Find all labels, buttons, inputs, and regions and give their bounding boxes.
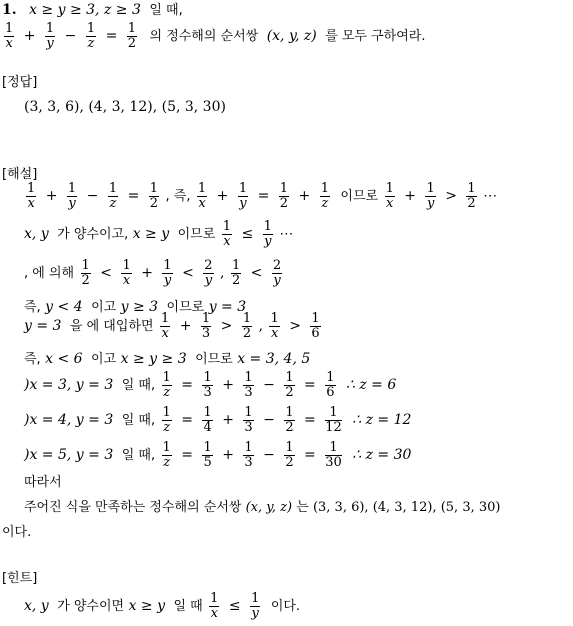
math-text: − <box>263 447 275 464</box>
math-text: 일 때 <box>173 599 203 615</box>
fraction <box>466 182 476 210</box>
problem-condition: x ≥ y ≥ 3, z ≥ 3 <box>29 2 141 18</box>
math-text: 1 <box>81 258 90 273</box>
fraction <box>160 312 170 340</box>
fraction <box>209 592 219 620</box>
math-text: (3, 3, 6), (4, 3, 12), (5, 3, 30) <box>312 500 501 515</box>
conclusion-tail: 이다. <box>2 525 32 540</box>
math-text: 일 때, <box>121 413 156 429</box>
math-text: 4 <box>203 419 212 435</box>
math-text: x <box>27 195 35 211</box>
math-text: 1 <box>279 181 289 196</box>
math-text: z <box>321 195 329 211</box>
math-text: x <box>270 325 279 341</box>
math-text: 2 <box>285 419 294 435</box>
fraction <box>385 182 395 210</box>
solution-line-6 <box>24 352 310 366</box>
math-text: x = 3, 4, 5 <box>237 351 311 367</box>
solution-line-1 <box>24 182 497 210</box>
fraction <box>197 182 207 210</box>
math-text: + <box>23 28 36 45</box>
solution-line-3 <box>24 259 284 287</box>
fraction <box>263 220 273 248</box>
fraction <box>269 312 279 340</box>
fraction <box>320 182 330 210</box>
math-text: )x = 3, y = 3 <box>24 377 114 394</box>
math-text: 1 <box>385 181 394 196</box>
fraction <box>243 441 253 469</box>
math-text: 1 <box>149 181 159 196</box>
math-text: z <box>109 195 117 211</box>
fraction <box>325 441 342 469</box>
math-text: y <box>273 272 281 288</box>
math-text: 2 <box>285 454 294 470</box>
math-text: 3 <box>201 325 211 341</box>
math-text: 2 <box>127 35 137 51</box>
math-text: y = 3 <box>208 299 247 315</box>
math-text: < <box>182 265 194 282</box>
fraction <box>222 220 232 248</box>
math-text: z <box>163 384 171 400</box>
fraction <box>108 182 118 210</box>
math-text: = <box>257 188 270 205</box>
math-text: y <box>264 233 272 249</box>
math-text: 1 <box>162 405 171 420</box>
math-text: 1 <box>203 370 212 385</box>
math-text: 이고 <box>91 300 117 315</box>
frac-1-2 <box>127 22 137 50</box>
math-text: , 에 의해 <box>24 266 75 282</box>
math-text: y <box>46 35 54 51</box>
fraction <box>284 406 294 434</box>
math-text: y <box>251 605 259 621</box>
math-text: 30 <box>325 454 342 470</box>
fraction <box>201 312 211 340</box>
math-text: x <box>5 35 13 51</box>
math-text: = <box>127 188 140 205</box>
fraction <box>243 371 253 399</box>
fraction <box>162 441 172 469</box>
math-text: x < 6 <box>45 351 83 367</box>
case-line-3 <box>24 441 411 469</box>
problem-when: 일 때, <box>149 3 183 18</box>
math-text: 가 양수이면 <box>57 599 125 615</box>
math-text: 2 <box>467 195 476 211</box>
math-text: y <box>163 272 172 288</box>
fraction <box>202 406 212 434</box>
math-text: 1 <box>285 440 294 455</box>
math-text: y ≥ 3 <box>120 299 159 315</box>
math-text: y <box>68 195 76 211</box>
math-text: 1 <box>67 181 77 196</box>
math-text: 1 <box>162 440 171 455</box>
math-text: 1 <box>251 591 260 606</box>
math-text: 가 양수이고, <box>57 227 129 243</box>
math-text: − <box>263 412 275 429</box>
fraction <box>325 371 335 399</box>
math-text: = <box>105 28 118 45</box>
problem-number: 1. <box>2 2 17 18</box>
math-text: y < 4 <box>45 299 83 315</box>
fraction <box>272 259 282 287</box>
math-text: 즉, <box>24 300 41 315</box>
math-text: ⋯ <box>483 188 498 205</box>
fraction <box>231 259 241 287</box>
fraction <box>203 259 213 287</box>
fraction <box>243 406 253 434</box>
math-text: 1 <box>201 311 211 326</box>
math-text: 1 <box>160 311 170 326</box>
math-text: 3 <box>244 454 253 470</box>
hint-header: [힌트] <box>2 571 38 586</box>
math-text: y <box>239 195 247 211</box>
math-text: 2 <box>204 258 213 273</box>
math-text: 이므로 <box>195 352 233 367</box>
math-text: 1 <box>108 181 118 196</box>
math-text: )x = 4, y = 3 <box>24 412 114 429</box>
math-text: > <box>220 318 233 335</box>
math-text: − <box>64 28 77 45</box>
fraction <box>162 259 172 287</box>
math-text: + <box>141 265 153 282</box>
math-text: + <box>179 318 192 335</box>
s1-mid: , 즉, <box>165 189 191 205</box>
math-text: 1 <box>203 405 212 420</box>
math-text: , <box>258 318 264 335</box>
fraction <box>279 182 289 210</box>
math-text: 1 <box>426 181 435 196</box>
math-text: 1 <box>127 21 137 36</box>
math-text: 12 <box>325 419 342 435</box>
math-text: 이므로 <box>166 300 205 315</box>
fraction <box>121 259 131 287</box>
problem-ask-tail: 를 모두 구하여라. <box>325 29 426 45</box>
math-text: 3 <box>203 384 212 400</box>
answer-value: (3, 3, 6), (4, 3, 12), (5, 3, 30) <box>24 99 226 115</box>
math-text: 1 <box>320 181 329 196</box>
math-text: 1 <box>242 311 252 326</box>
math-text: ∴ z = 6 <box>345 377 397 394</box>
math-text: = <box>181 447 194 464</box>
math-text: + <box>404 188 417 205</box>
math-text: x <box>161 325 169 341</box>
math-text: 1 <box>86 21 96 36</box>
math-text: 1 <box>270 311 279 326</box>
math-text: + <box>222 412 234 429</box>
fraction <box>149 182 159 210</box>
frac-1-x <box>4 22 14 50</box>
math-text: 1 <box>285 405 294 420</box>
math-text: 2 <box>285 384 294 400</box>
math-text: 1 <box>244 440 253 455</box>
fraction <box>242 312 252 340</box>
fraction <box>284 441 294 469</box>
math-text: y <box>426 195 435 211</box>
math-text: 1 <box>162 370 171 385</box>
problem-ask: 의 정수해의 순서쌍 <box>149 29 259 45</box>
fraction <box>284 371 294 399</box>
therefore: 따라서 <box>24 475 62 490</box>
math-text: 1 <box>238 181 248 196</box>
fraction <box>26 182 36 210</box>
math-text: 3 <box>244 419 253 435</box>
math-text: 1 <box>325 441 342 456</box>
math-text: 1 <box>163 258 172 273</box>
frac-1-y <box>45 22 55 50</box>
math-text: x <box>122 272 131 288</box>
fraction <box>325 406 342 434</box>
math-text: ⋯ <box>279 226 294 243</box>
conclusion-line <box>24 501 500 514</box>
math-text: z <box>87 35 95 51</box>
math-text: 1 <box>326 370 335 385</box>
math-text: = <box>304 377 316 394</box>
math-text: 1 <box>122 258 131 273</box>
math-text: + <box>222 447 234 464</box>
fraction <box>250 592 260 620</box>
solution-header: [해설] <box>2 167 38 182</box>
math-text: > <box>289 318 301 335</box>
math-text: ∴ z = 30 <box>352 447 412 464</box>
math-text: 1 <box>203 440 212 455</box>
math-text: 1 <box>5 21 14 36</box>
math-text: 는 <box>296 500 309 515</box>
math-text: 일 때, <box>121 448 156 464</box>
math-text: y <box>204 272 213 288</box>
frac-1-z <box>86 22 96 50</box>
math-text: + <box>216 188 229 205</box>
math-text: 1 <box>45 21 55 36</box>
math-text: 2 <box>149 195 159 211</box>
math-text: x <box>198 195 206 211</box>
math-text: 이므로 <box>177 227 216 243</box>
math-text: 1 <box>27 181 36 196</box>
problem-tuple: (x, y, z) <box>266 28 317 45</box>
math-text: 1 <box>325 406 342 421</box>
math-text: = <box>181 377 194 394</box>
solution-line-5 <box>24 312 323 340</box>
math-text: 6 <box>326 384 335 400</box>
math-text: − <box>263 377 275 394</box>
fraction <box>310 312 320 340</box>
fraction <box>238 182 248 210</box>
problem-line-1 <box>2 3 183 17</box>
answer-header: [정답] <box>2 75 38 90</box>
math-text: 이다. <box>270 599 301 615</box>
math-text: + <box>45 188 58 205</box>
math-text: 3 <box>244 384 253 400</box>
math-text: x, y <box>24 598 49 615</box>
math-text: 2 <box>272 258 282 273</box>
math-text: < <box>250 265 263 282</box>
math-text: 2 <box>81 272 90 288</box>
math-text: = <box>304 447 316 464</box>
math-text: 2 <box>279 195 289 211</box>
math-text: 이고 <box>91 352 117 367</box>
math-text: 일 때, <box>121 378 156 394</box>
math-text: , <box>220 265 225 282</box>
math-text: + <box>298 188 311 205</box>
math-text: > <box>445 188 457 205</box>
math-text: 1 <box>210 591 219 606</box>
math-text: ∴ z = 12 <box>352 412 412 429</box>
math-text: ≤ <box>241 226 254 243</box>
math-text: x <box>386 195 394 211</box>
fraction <box>202 371 212 399</box>
math-text: 1 <box>197 181 207 196</box>
s1-since: 이므로 <box>340 189 379 205</box>
math-text: 을 에 대입하면 <box>69 319 154 335</box>
math-text: (x, y, z) <box>245 500 293 515</box>
solution-line-2 <box>24 220 293 248</box>
math-text: 주어진 식을 만족하는 정수해의 순서쌍 <box>24 500 242 515</box>
math-text: x ≥ y <box>128 598 165 615</box>
math-text: 1 <box>467 181 476 196</box>
math-text: z <box>163 454 171 470</box>
fraction <box>81 259 91 287</box>
fraction <box>162 371 172 399</box>
math-text: 1 <box>244 405 253 420</box>
math-text: 1 <box>244 370 253 385</box>
math-text: 1 <box>231 258 241 273</box>
case-line-1 <box>24 371 396 399</box>
math-text: x ≥ y ≥ 3 <box>120 351 187 367</box>
math-text: = <box>181 412 194 429</box>
math-text: x <box>210 605 218 621</box>
fraction <box>202 441 212 469</box>
math-text: )x = 5, y = 3 <box>24 447 114 464</box>
math-text: x, y <box>24 226 49 243</box>
math-text: 즉, <box>24 352 41 367</box>
math-text: y = 3 <box>24 318 62 335</box>
math-text: = <box>304 412 316 429</box>
math-text: ≤ <box>228 598 241 615</box>
fraction <box>162 406 172 434</box>
fraction <box>67 182 77 210</box>
math-text: z <box>163 419 171 435</box>
math-text: 2 <box>231 272 241 288</box>
problem-line-2 <box>2 22 426 50</box>
math-text: − <box>86 188 99 205</box>
case-line-2 <box>24 406 411 434</box>
math-text: 1 <box>311 311 320 326</box>
math-text: 6 <box>311 325 320 341</box>
math-text: 1 <box>263 219 272 234</box>
math-text: 1 <box>222 219 231 234</box>
math-text: 5 <box>203 454 212 470</box>
math-text: < <box>100 265 112 282</box>
math-text: 2 <box>242 325 252 341</box>
math-text: x ≥ y <box>132 226 170 243</box>
fraction <box>425 182 435 210</box>
math-text: 1 <box>285 370 294 385</box>
math-text: + <box>222 377 234 394</box>
math-text: x <box>223 233 231 249</box>
hint-line <box>24 592 300 620</box>
